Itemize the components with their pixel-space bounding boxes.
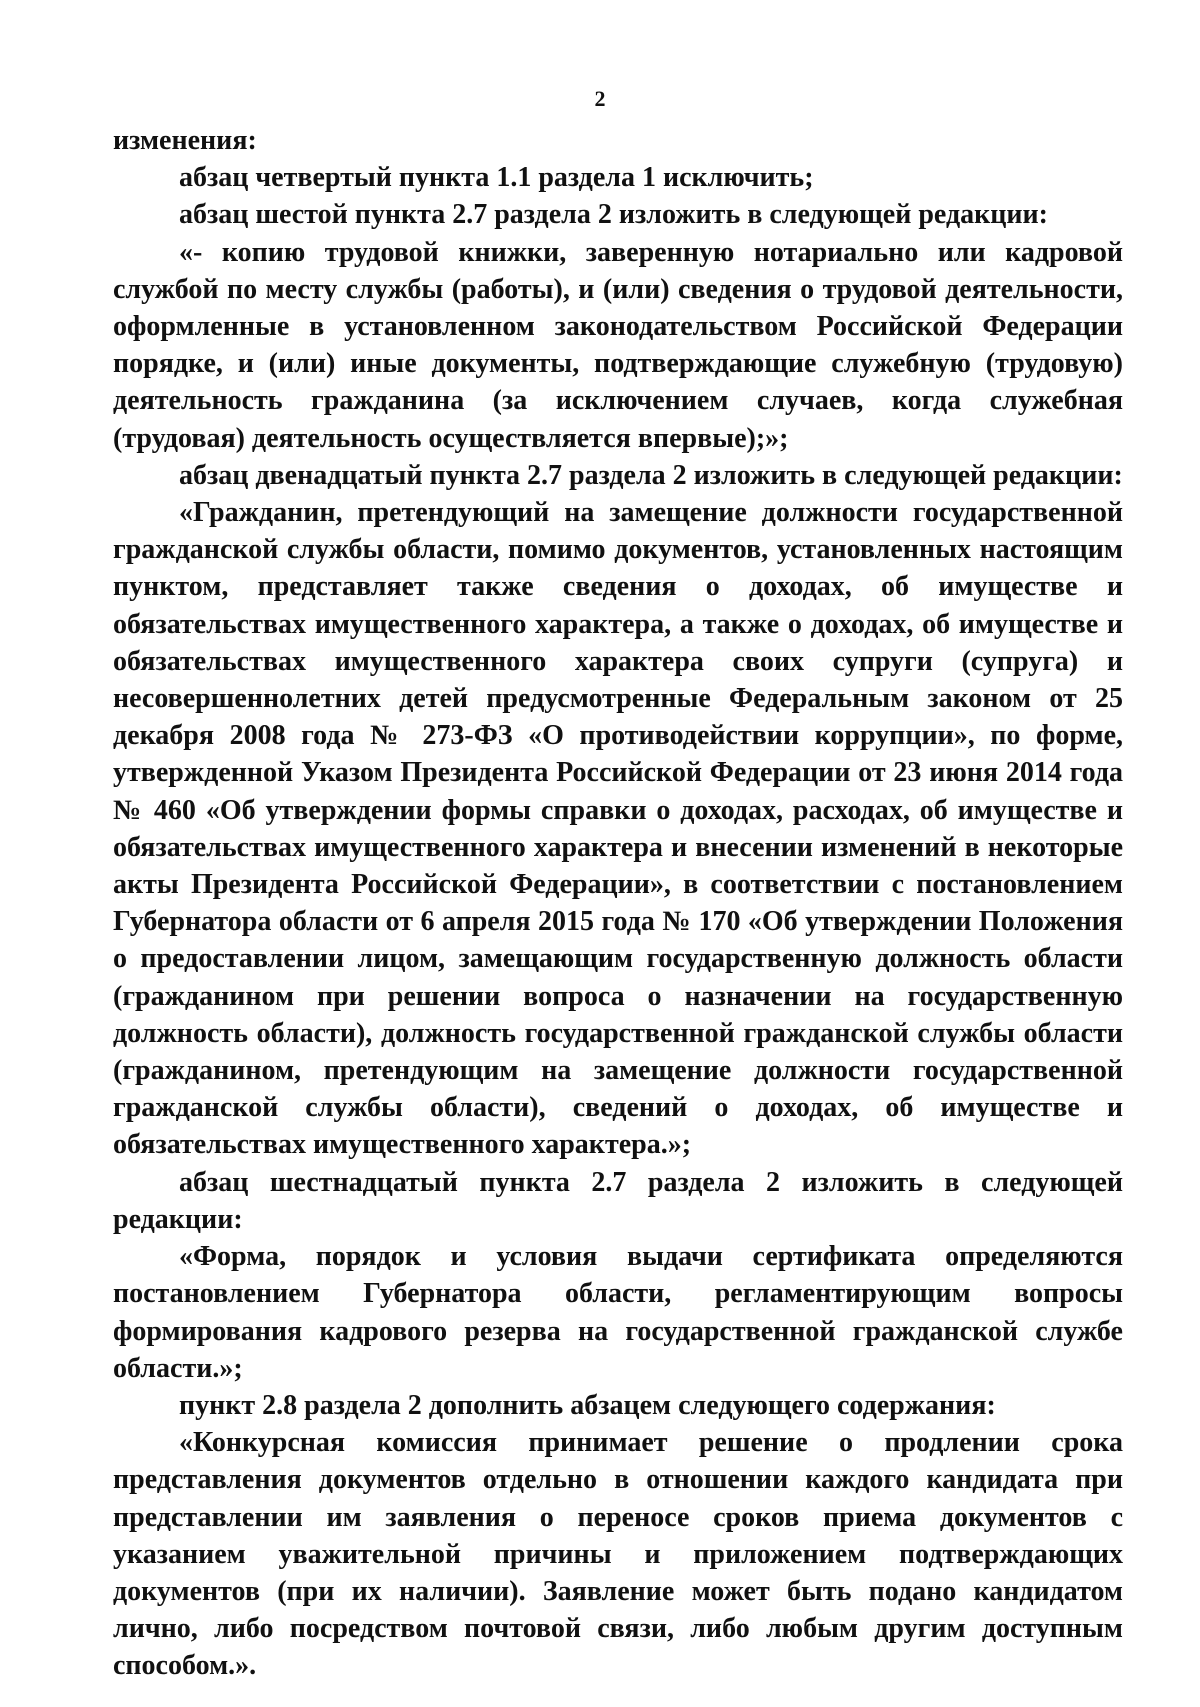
paragraph-item-2: абзац шестой пункта 2.7 раздела 2 изложить в следующей редакции: [179,199,1048,231]
paragraph-item-5: пункт 2.8 раздела 2 дополнить абзацем следующего содержания: [179,1389,996,1421]
paragraph-quote-2: «Гражданин, претендующий на замещение должности государственной гражданской службы области, помимо документов, установленных настоящим пунктом, представляет также сведения о доходах, об имуществе и обязательствах имущественного характера, а также о доходах, об имуществе и обязательствах имущественного характера своих супруги (супруга) и несовершеннолетних детей предусмотренные Федеральным законом от 25 декабря 2008 года № 273-ФЗ «О противодействии коррупции», по форме, утвержденной Указом Президента Российской Федерации от 23 июня 2014 года № 460 «Об утверждении формы справки о доходах, расходах, об имуществе и обязательствах имущественного характера и внесении изменений в некоторые акты Президента Российской Федерации», в соответствии с постановлением Губернатора области от 6 апреля 2015 года № 170 «Об утверждении Положения о предоставлении лицом, замещающим государственную должность области (гражданином при решении вопроса о назначении на государственную должность области), должность государственной гражданской службы области (гражданином, претендующим на замещение должности государственной гражданской службы области), сведений о доходах, об имуществе и обязательствах имущественного характера.»; [113,497,1123,1161]
page-number: 2 [594,86,606,111]
paragraph-item-4: абзац шестнадцатый пункта 2.7 раздела 2 изложить в следующей редакции: [113,1166,1123,1235]
paragraph-quote-4: «Конкурсная комиссия принимает решение о продлении срока представления документов отдельно в отношении каждого кандидата при представлении им заявления о переносе сроков приема документов с указанием уважительной причины и приложением подтверждающих документов (при их наличии). Заявление может быть подано кандидатом лично, либо посредством почтовой связи, либо любым другим доступным способом.». [113,1427,1123,1682]
paragraph-quote-1: «- копию трудовой книжки, заверенную нотариально или кадровой службой по месту службы (работы), и (или) сведения о трудовой деятельности, оформленные в установленном законодательством Российской Федерации порядке, и (или) иные документы, подтверждающие служебную (трудовую) деятельность гражданина (за исключением случаев, когда служебная (трудовая) деятельность осуществляется впервые);»; [113,236,1123,454]
paragraph-intro: изменения: [113,125,257,156]
paragraph-quote-3: «Форма, порядок и условия выдачи сертификата определяются постановлением Губернатора области, регламентирующим вопросы формирования кадрового резерва на государственной гражданской службе области.»; [113,1241,1123,1384]
paragraph-item-1: абзац четвертый пункта 1.1 раздела 1 исключить; [179,162,814,194]
paragraph-item-3: абзац двенадцатый пункта 2.7 раздела 2 изложить в следующей редакции: [179,459,1123,491]
document-body [113,122,1123,1685]
